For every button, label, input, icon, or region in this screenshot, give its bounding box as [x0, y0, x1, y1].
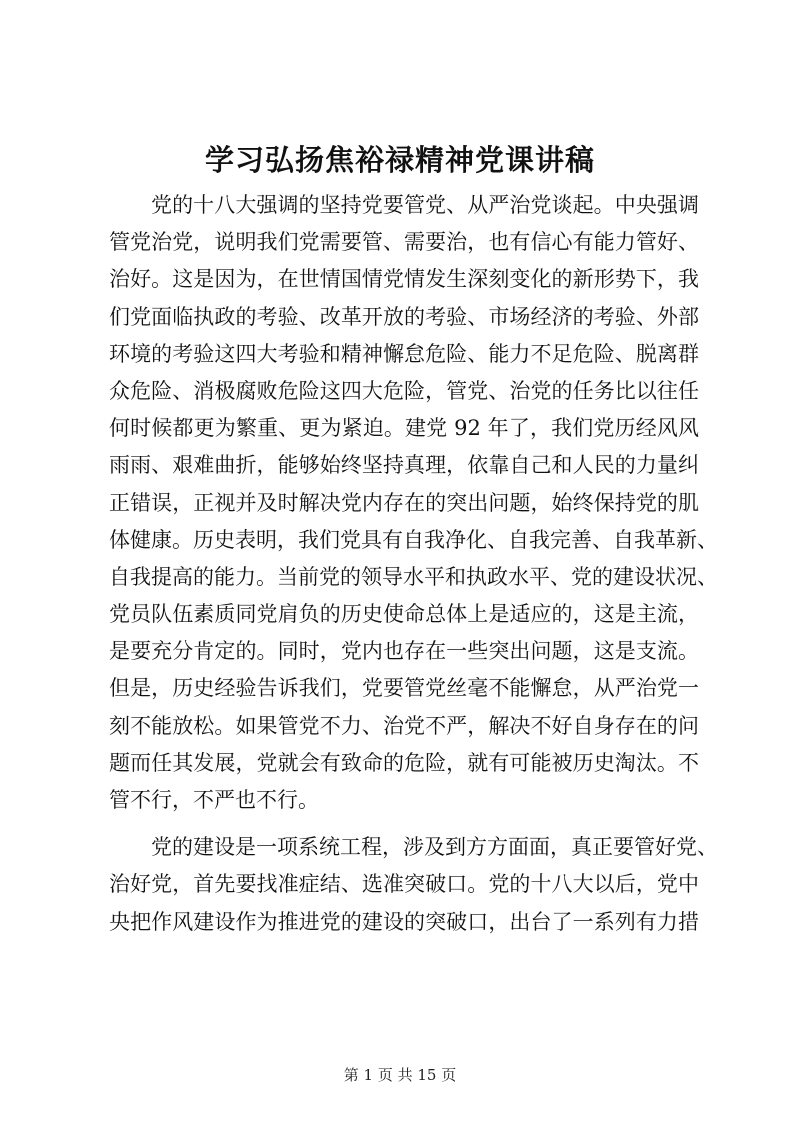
text-line: 正错误，正视并及时解决党内存在的突出问题，始终保持党的肌: [109, 490, 699, 515]
text-line: 管党治党，说明我们党需要管、需要治，也有信心有能力管好、: [109, 230, 699, 255]
text-line: 体健康。历史表明，我们党具有自我净化、自我完善、自我革新、: [109, 527, 718, 552]
text-line: 刻不能放松。如果管党不力、治党不严，解决不好自身存在的问: [109, 713, 699, 738]
document-body: [109, 187, 718, 941]
text-line: 治好党，首先要找准症结、选准突破口。党的十八大以后，党中: [109, 872, 699, 897]
page-footer: 第 1 页 共 15 页: [343, 1066, 457, 1084]
text-line: 党的十八大强调的坚持党要管党、从严治党谈起。中央强调: [151, 193, 699, 217]
text-line: 管不行，不严也不行。: [109, 788, 319, 812]
text-line: 自我提高的能力。当前党的领导水平和执政水平、党的建设状况、: [109, 564, 718, 589]
paragraph-2: [109, 829, 718, 941]
text-line: 央把作风建设作为推进党的建设的突破口，出台了一系列有力措: [109, 909, 699, 934]
text-line: 但是，历史经验告诉我们，党要管党丝毫不能懈怠，从严治党一: [109, 676, 699, 701]
text-line: 治好。这是因为，在世情国情党情发生深刻变化的新形势下，我: [109, 267, 699, 292]
paragraph-1: [109, 187, 718, 819]
text-line: 环境的考验这四大考验和精神懈怠危险、能力不足危险、脱离群: [109, 341, 699, 366]
text-line: 何时候都更为繁重、更为紧迫。建党 92 年了，我们党历经风风: [109, 416, 699, 441]
text-line: 们党面临执政的考验、改革开放的考验、市场经济的考验、外部: [109, 304, 699, 329]
document-title: 学习弘扬焦裕禄精神党课讲稿: [204, 143, 595, 177]
text-line: 党员队伍素质同党肩负的历史使命总体上是适应的，这是主流，: [109, 602, 699, 627]
text-line: 雨雨、艰难曲折，能够始终坚持真理，依靠自己和人民的力量纠: [109, 453, 699, 478]
text-line: 题而任其发展，党就会有致命的危险，就有可能被历史淘汰。不: [109, 750, 699, 775]
text-line: 党的建设是一项系统工程，涉及到方方面面，真正要管好党、: [151, 835, 718, 860]
text-line: 是要充分肯定的。同时，党内也存在一些突出问题，这是支流。: [109, 639, 699, 664]
text-line: 众危险、消极腐败危险这四大危险，管党、治党的任务比以往任: [109, 378, 699, 403]
